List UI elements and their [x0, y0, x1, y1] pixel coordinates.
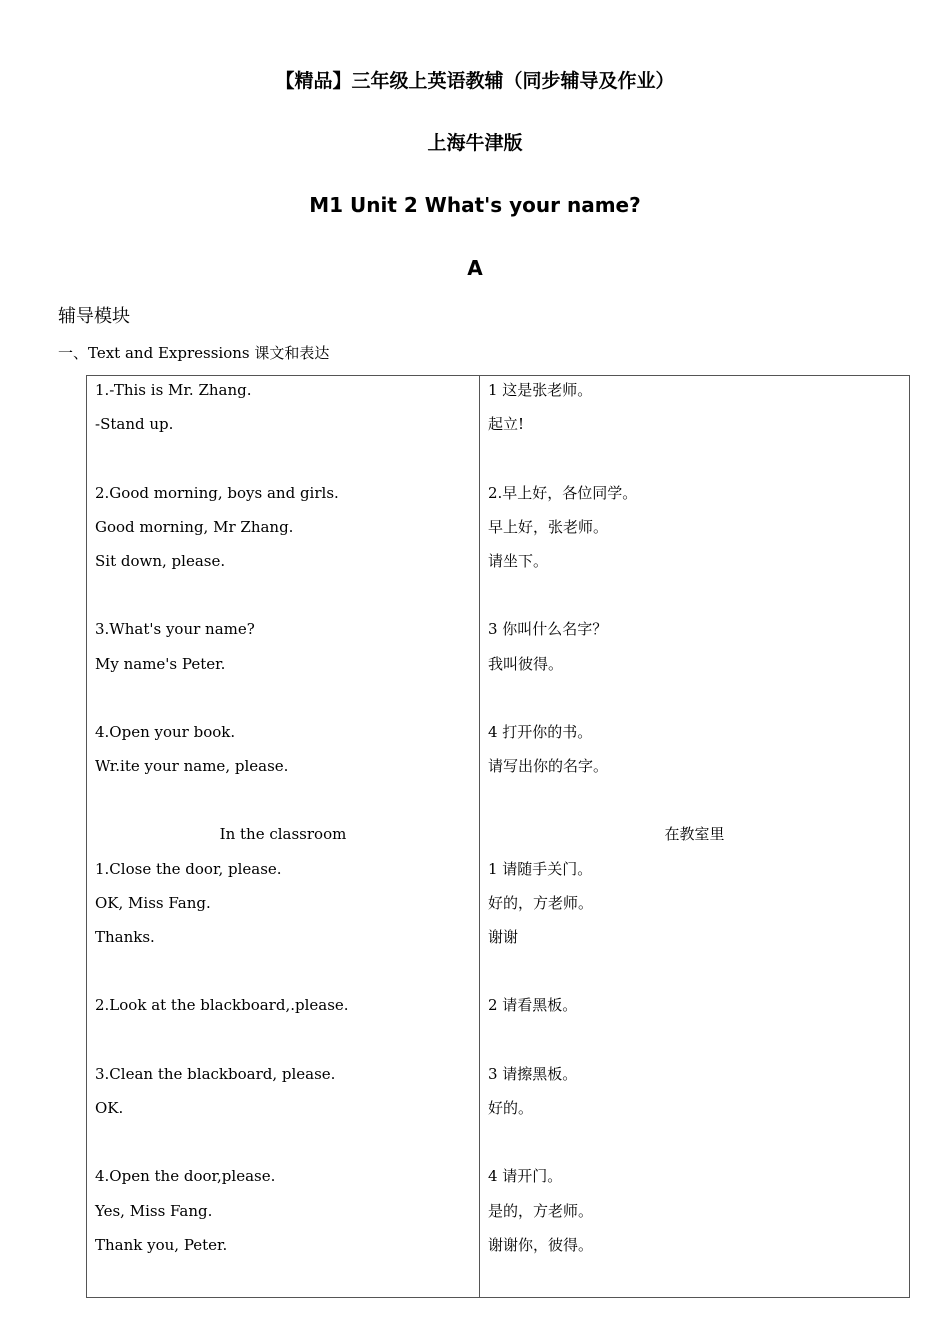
english-line: 4.Open the door,please.	[95, 1167, 276, 1186]
english-line: 2.Look at the blackboard,.please.	[95, 996, 349, 1015]
english-line: Yes, Miss Fang.	[95, 1201, 213, 1220]
english-line	[95, 1027, 471, 1061]
english-line: Thanks.	[95, 928, 155, 946]
chinese-subheading: 在教室里	[664, 825, 725, 844]
chinese-line	[488, 685, 901, 719]
chinese-line: 4 打开你的书。	[488, 722, 593, 741]
chinese-line: 4 请开门。	[488, 1167, 563, 1186]
chinese-line: 2 请看黑板。	[488, 996, 578, 1015]
chinese-line: 是的，方老师。	[488, 1201, 594, 1220]
english-line	[95, 958, 471, 992]
chinese-line: 谢谢你，彼得。	[488, 1235, 594, 1254]
english-line: 4.Open your book.	[95, 722, 236, 741]
english-line: Thank you, Peter.	[95, 1235, 228, 1254]
unit-title: M1 Unit 2 What's your name?	[309, 193, 641, 217]
chinese-line: 好的。	[488, 1098, 534, 1117]
chinese-line: 我叫彼得。	[488, 654, 564, 673]
chinese-line: 谢谢	[488, 928, 519, 946]
english-line: Wr.ite your name, please.	[95, 757, 289, 776]
chinese-line: 1 请随手关门。	[488, 859, 593, 878]
english-line	[95, 582, 471, 616]
chinese-line: 好的，方老师。	[488, 893, 594, 912]
chinese-line	[488, 787, 901, 821]
english-line: 1.Close the door, please.	[95, 859, 282, 878]
english-column	[87, 376, 480, 1297]
chinese-line	[488, 1027, 901, 1061]
chinese-line	[488, 1129, 901, 1163]
english-line: OK, Miss Fang.	[95, 893, 211, 912]
english-line: 2.Good morning, boys and girls.	[95, 483, 339, 502]
part-label: A	[467, 256, 483, 280]
english-line	[95, 1129, 471, 1163]
english-line	[95, 445, 471, 479]
chinese-line: 请写出你的名字。	[488, 757, 609, 776]
chinese-column	[480, 376, 909, 1297]
chinese-line: 起立!	[488, 415, 525, 434]
english-line: Sit down, please.	[95, 551, 226, 570]
chinese-line: 3 请擦黑板。	[488, 1064, 578, 1083]
chinese-line: 1 这是张老师。	[488, 381, 593, 399]
english-line	[95, 685, 471, 719]
english-line: Good morning, Mr Zhang.	[95, 517, 294, 536]
english-line: -Stand up.	[95, 415, 174, 434]
chinese-line: 请坐下。	[488, 551, 549, 570]
chinese-line: 2.早上好，各位同学。	[488, 483, 638, 502]
section-heading: 辅导模块	[58, 306, 130, 327]
english-line: OK.	[95, 1098, 124, 1117]
document-title: 【精品】三年级上英语教辅（同步辅导及作业）	[275, 70, 675, 92]
english-line: 3.Clean the blackboard, please.	[95, 1064, 336, 1083]
english-line: 3.What's your name?	[95, 620, 255, 639]
english-line	[95, 787, 471, 821]
chinese-line: 早上好，张老师。	[488, 517, 609, 536]
english-line: My name's Peter.	[95, 654, 226, 673]
english-subheading: In the classroom	[219, 825, 347, 844]
chinese-line	[488, 582, 901, 616]
subsection-heading: 一、Text and Expressions 课文和表达	[58, 344, 330, 362]
english-line: 1.-This is Mr. Zhang.	[95, 381, 252, 399]
chinese-line: 3 你叫什么名字？	[488, 620, 608, 639]
edition-title: 上海牛津版	[427, 132, 523, 154]
text-expressions-table	[86, 375, 910, 1298]
chinese-line	[488, 958, 901, 992]
chinese-line	[488, 445, 901, 479]
